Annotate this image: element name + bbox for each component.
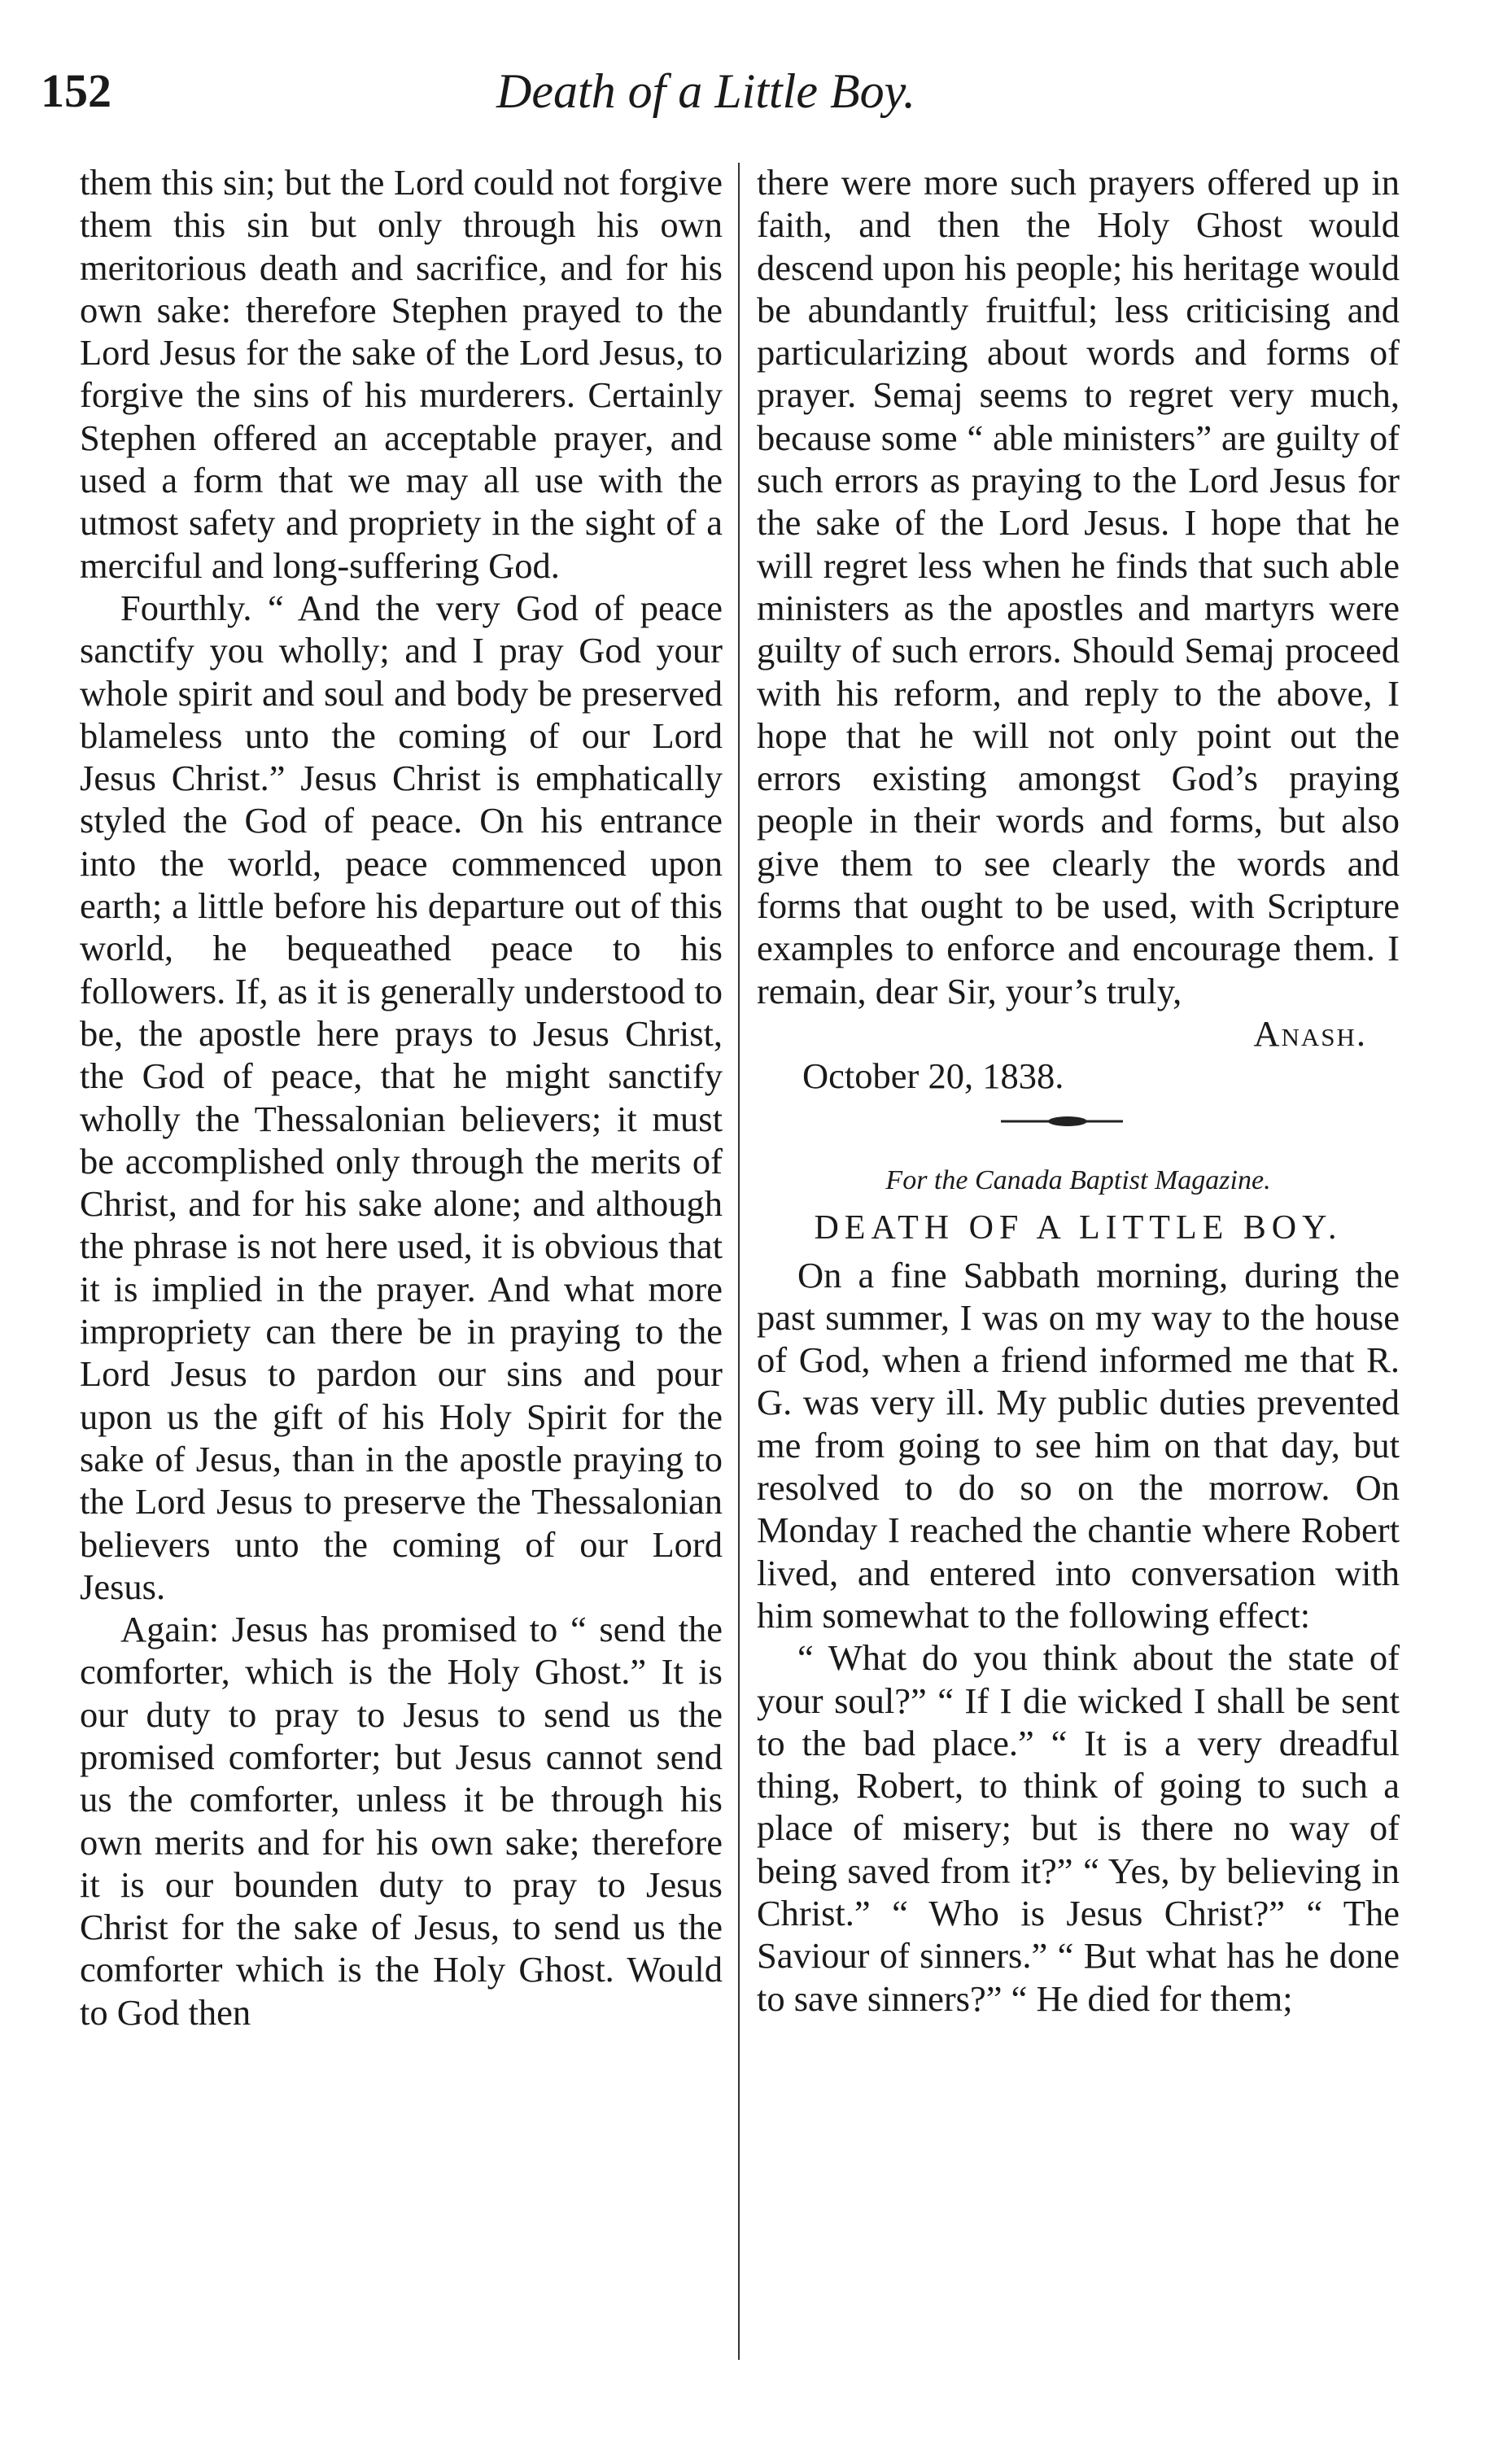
- source-note: For the Canada Baptist Magazine.: [885, 1164, 1271, 1195]
- page-header: [41, 63, 1440, 137]
- letter-date: October 20, 1838.: [802, 1055, 1064, 1097]
- page-number: 152: [41, 64, 111, 117]
- ornament-divider: [757, 1098, 1400, 1145]
- right-paragraph-1: there were more such prayers offered up in faith, and then the Holy Ghost would descend upon his people; his heritage would be abundantly fruitful; less criticising and particularizing about words and forms of prayer. Semaj seems to regret very much, because some “ able ministers” are guilty of such errors as praying to the Lord Jesus for the sake of the Lord Jesus. I hope that he will regret less when he finds that such able ministers as the apostles and martyrs were guilty of such errors. Should Semaj proceed with his reform, and reply to the above, I hope that he will not only point out the errors existing amongst God’s praying people in their words and forms, but also give them to see clearly the words and forms that ought to be used, with Scripture examples to enforce and encourage them. I remain, dear Sir, your’s truly,: [757, 162, 1400, 1011]
- ornament-icon: [1001, 1112, 1123, 1130]
- left-paragraph-3: Again: Jesus has promised to “ send the comforter, which is the Holy Ghost.” It is our duty to pray to Jesus to send us the promised comforter; but Jesus cannot send us the comforter, unless it be through his own merits and for his own sake; therefore it is our bounden duty to pray to Jesus Christ for the sake of Jesus, to send us the comforter which is the Holy Ghost. Would to God then: [80, 1609, 723, 2033]
- column-divider: [738, 163, 740, 2360]
- article-title: DEATH OF A LITTLE BOY.: [814, 1208, 1343, 1247]
- left-paragraph-2: Fourthly. “ And the very God of peace sanctify you wholly; and I pray God your whole spirit and soul and body be preserved blameless unto the coming of our Lord Jesus Christ.” Jesus Christ is emphatically styled the God of peace. On his entrance into the world, peace commenced upon earth; a little before his departure out of this world, he bequeathed peace to his followers. If, as it is generally understood to be, the apostle here prays to Jesus Christ, the God of peace, that he might sanctify wholly the Thessalonian believers; it must be accomplished only through the merits of Christ, and for his sake alone; and although the phrase is not here used, it is obvious that it is implied in the prayer. And what more impropriety can there be in praying to the Lord Jesus to pardon our sins and pour upon us the gift of his Holy Spirit for the sake of Jesus, than in the apostle praying to the Lord Jesus to preserve the Thessalonian believers unto the coming of our Lord Jesus.: [80, 587, 723, 1607]
- running-title: Death of a Little Boy.: [496, 64, 915, 118]
- left-column: [80, 161, 723, 2464]
- signature: Anash.: [1253, 1012, 1367, 1054]
- right-column: [757, 161, 1400, 2464]
- left-paragraph-1: them this sin; but the Lord could not forgive them this sin but only through his own meritorious death and sacrifice, and for his own sake: therefore Stephen prayed to the Lord Jesus for the sake of the Lord Jesus, to forgive the sins of his murderers. Certainly Stephen offered an acceptable prayer, and used a form that we may all use with the utmost safety and propriety in the sight of a merciful and long-suffering God.: [80, 162, 723, 586]
- article-paragraph-1: On a fine Sabbath morning, during the past summer, I was on my way to the house of God, when a friend informed me that R. G. was very ill. My public duties prevented me from going to see him on that day, but resolved to do so on the morrow. On Monday I reached the chantie where Robert lived, and entered into conversation with him somewhat to the following effect:: [757, 1254, 1400, 1636]
- article-paragraph-2: “ What do you think about the state of your soul?” “ If I die wicked I shall be sent to the bad place.” “ It is a very dreadful thing, Robert, to think of going to such a place of misery; but is there no way of being saved from it?” “ Yes, by believing in Christ.” “ Who is Jesus Christ?” “ The Saviour of sinners.” “ But what has he done to save sinners?” “ He died for them;: [757, 1637, 1400, 2019]
